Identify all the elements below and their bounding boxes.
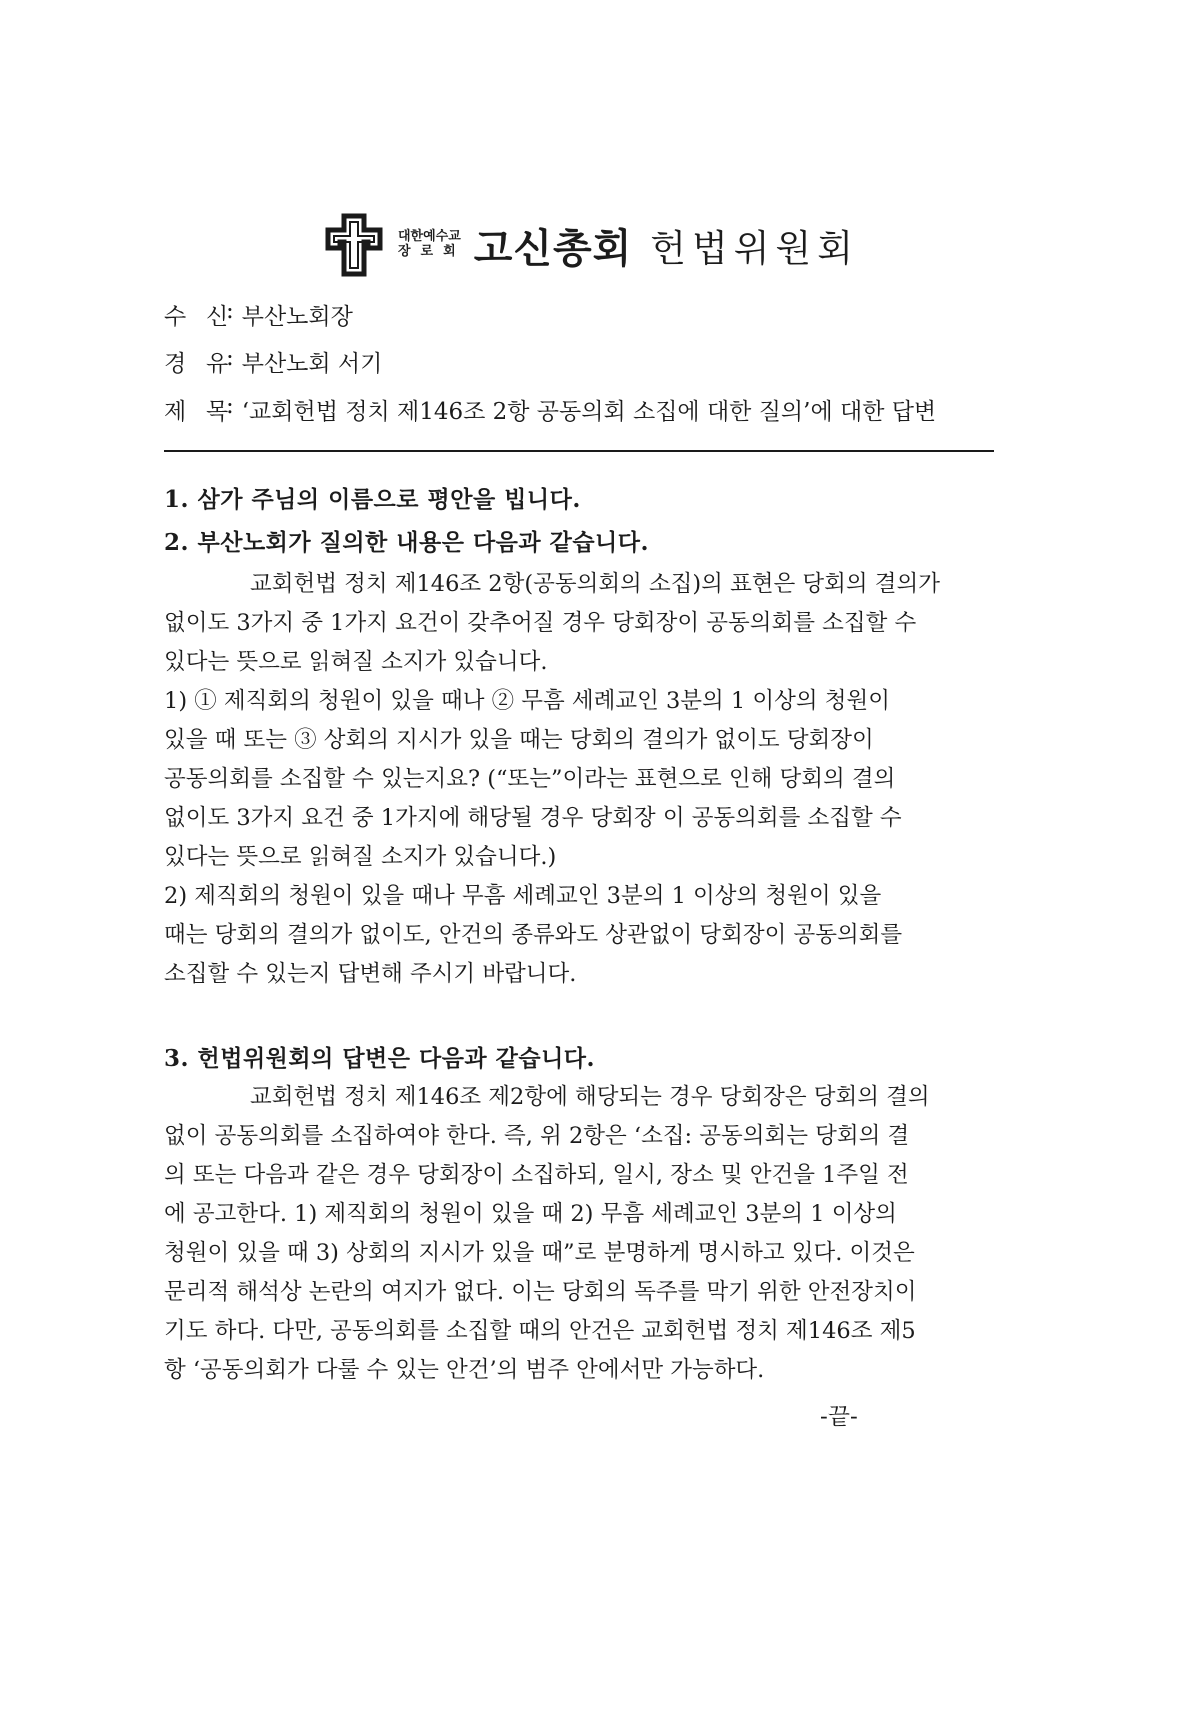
via-label-a: 경 <box>164 351 187 377</box>
recipient-label-a: 수 <box>164 304 187 330</box>
section2-line: 있을 때 또는 ③ 상회의 지시가 있을 때는 당회의 결의가 없이도 당회장이 <box>164 727 874 753</box>
via-value: 부산노회 서기 <box>241 351 383 377</box>
recipient-value: 부산노회장 <box>241 304 353 330</box>
section3-line: 항 ‘공동의회가 다룰 수 있는 안건’의 범주 안에서만 가능하다. <box>164 1357 765 1383</box>
subject-value: ‘교회헌법 정치 제146조 2항 공동의회 소집에 대한 질의’에 대한 답변 <box>241 399 937 425</box>
section2-body <box>164 565 1040 994</box>
header-divider <box>164 450 994 452</box>
section3-line: 기도 하다. 다만, 공동의회를 소집할 때의 안건은 교회헌법 정치 제146조 제5 <box>164 1318 916 1344</box>
section3-line: 의 또는 다음과 같은 경우 당회장이 소집하되, 일시, 장소 및 안건을 1주일 전 <box>164 1162 909 1188</box>
via-label-b: 유 <box>206 351 229 377</box>
subject-label-b: 목 <box>206 399 229 425</box>
section2-line: 공동의회를 소집할 수 있는지요? (“또는”이라는 표현으로 인해 당회의 결의 <box>164 766 896 792</box>
via-line: 경 유 : 부산노회 서기 <box>164 345 383 377</box>
section1-heading: 1. 삼가 주님의 이름으로 평안을 빕니다. <box>164 486 581 513</box>
section2-heading: 2. 부산노회가 질의한 내용은 다음과 같습니다. <box>164 529 649 556</box>
subject-line: 제 목 : ‘교회헌법 정치 제146조 2항 공동의회 소집에 대한 질의’에 대한 답변 <box>164 393 937 425</box>
section3-line: 교회헌법 정치 제146조 제2항에 해당되는 경우 당회장은 당회의 결의 <box>250 1084 930 1110</box>
org-subtitle <box>398 230 466 260</box>
section2-line: 있다는 뜻으로 읽혀질 소지가 있습니다.) <box>164 844 557 870</box>
section2-line: 있다는 뜻으로 읽혀질 소지가 있습니다. <box>164 649 548 675</box>
org-line1: 대한예수교 <box>398 229 461 245</box>
letterhead <box>322 208 859 282</box>
section3-line: 문리적 해석상 논란의 여지가 없다. 이는 당회의 독주를 막기 위한 안전장치이 <box>164 1279 917 1305</box>
section2-line: 없이도 3가지 중 1가지 요건이 갖추어질 경우 당회장이 공동의회를 소집할 수 <box>164 610 917 636</box>
section2-line: 1) ① 제직회의 청원이 있을 때나 ② 무흠 세례교인 3분의 1 이상의 청원이 <box>164 688 890 714</box>
section2-line: 2) 제직회의 청원이 있을 때나 무흠 세례교인 3분의 1 이상의 청원이 있을 <box>164 883 882 909</box>
department-name: 헌법위원회 <box>650 227 859 270</box>
org-name: 고신총회 <box>473 225 633 272</box>
section2-line: 없이도 3가지 요건 중 1가지에 해당될 경우 당회장 이 공동의회를 소집할 수 <box>164 805 902 831</box>
org-line2: 장로회 <box>398 244 466 259</box>
section2-line: 때는 당회의 결의가 없이도, 안건의 종류와도 상관없이 당회장이 공동의회를 <box>164 922 903 948</box>
recipient-line: 수 신 : 부산노회장 <box>164 298 353 330</box>
section3-body <box>164 1078 1040 1390</box>
end-mark: -끝- <box>820 1404 858 1430</box>
subject-label-a: 제 <box>164 399 187 425</box>
section3-heading: 3. 헌법위원회의 답변은 다음과 같습니다. <box>164 1045 596 1072</box>
section3-line: 청원이 있을 때 3) 상회의 지시가 있을 때”로 분명하게 명시하고 있다. 이것은 <box>164 1240 915 1266</box>
section2-line: 소집할 수 있는지 답변해 주시기 바랍니다. <box>164 961 577 987</box>
section2-line: 교회헌법 정치 제146조 2항(공동의회의 소집)의 표현은 당회의 결의가 <box>250 571 940 597</box>
recipient-label-b: 신 <box>206 304 229 330</box>
section3-line: 에 공고한다. 1) 제직회의 청원이 있을 때 2) 무흠 세례교인 3분의 1 이상의 <box>164 1201 897 1227</box>
cross-logo-icon <box>322 212 388 278</box>
section3-line: 없이 공동의회를 소집하여야 한다. 즉, 위 2항은 ‘소집: 공동의회는 당회의 결 <box>164 1123 910 1149</box>
